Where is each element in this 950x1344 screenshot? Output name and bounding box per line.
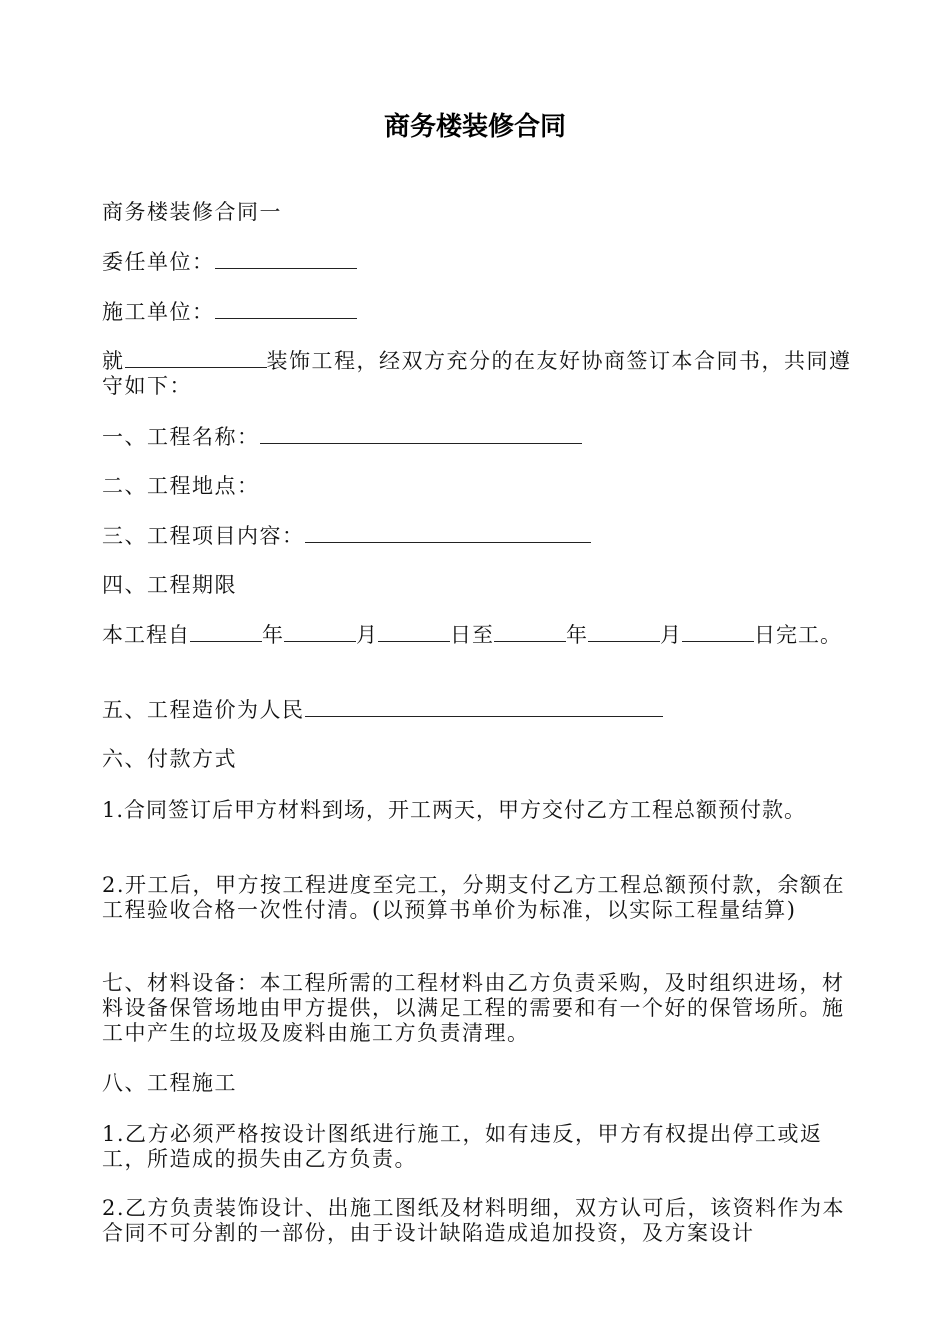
document-title: 商务楼装修合同 <box>383 112 566 142</box>
item-payment-method: 六、付款方式 <box>102 747 237 771</box>
start-day-blank <box>378 623 450 642</box>
item-project-cost <box>102 698 862 723</box>
contractor-label: 施工单位： <box>102 300 215 324</box>
project-cost-blank <box>305 698 663 717</box>
project-content-label: 三、工程项目内容： <box>102 524 305 548</box>
intro-prefix: 就 <box>102 349 125 373</box>
project-content-blank <box>305 524 591 543</box>
project-name-blank <box>260 425 582 444</box>
item-construction: 八、工程施工 <box>102 1071 237 1095</box>
month-label: 月 <box>660 623 682 647</box>
intro-paragraph <box>102 349 862 399</box>
item-project-period: 四、工程期限 <box>102 573 237 597</box>
start-year-blank <box>190 623 262 642</box>
project-cost-label: 五、工程造价为人民 <box>102 698 305 722</box>
item-project-name <box>102 425 862 450</box>
end-year-blank <box>494 623 566 642</box>
construction-clause-2: 2.乙方负责装饰设计、出施工图纸及材料明细，双方认可后，该资料作为本合同不可分割的一部份，由于设计缺陷造成追加投资，及方案设计 <box>102 1196 846 1245</box>
contract-subtitle: 商务楼装修合同一 <box>102 200 282 224</box>
day-to-label: 日至 <box>450 623 494 647</box>
end-month-blank <box>588 623 660 642</box>
item-materials: 七、材料设备：本工程所需的工程材料由乙方负责采购，及时组织进场，材料设备保管场地由甲方提供，以满足工程的需要和有一个好的保管场所。施工中产生的垃圾及废料由施工方负责清理。 <box>102 971 845 1045</box>
period-prefix: 本工程自 <box>102 623 190 647</box>
project-blank <box>125 349 267 368</box>
item-project-location: 二、工程地点： <box>102 474 260 498</box>
contractor-line <box>102 300 862 325</box>
year-label: 年 <box>566 623 588 647</box>
month-label: 月 <box>356 623 378 647</box>
item-project-content <box>102 524 862 549</box>
period-line <box>102 623 882 648</box>
client-label: 委任单位： <box>102 250 215 274</box>
construction-clause-1: 1.乙方必须严格按设计图纸进行施工，如有违反，甲方有权提出停工或返工，所造成的损失由乙方负责。 <box>102 1122 823 1171</box>
contractor-blank <box>215 300 357 319</box>
end-day-blank <box>682 623 754 642</box>
intro-suffix: 装饰工程，经双方充分的在友好协商签订本合同书，共同遵守如下： <box>102 349 852 398</box>
payment-clause-1: 1.合同签订后甲方材料到场，开工两天，甲方交付乙方工程总额预付款。 <box>102 798 807 822</box>
project-name-label: 一、工程名称： <box>102 425 260 449</box>
client-line <box>102 250 862 275</box>
start-month-blank <box>284 623 356 642</box>
payment-clause-2: 2.开工后，甲方按工程进度至完工，分期支付乙方工程总额预付款，余额在工程验收合格一次性付清。(以预算书单价为标准，以实际工程量结算) <box>102 873 846 922</box>
day-done-label: 日完工。 <box>754 623 842 647</box>
year-label: 年 <box>262 623 284 647</box>
client-blank <box>215 250 357 269</box>
